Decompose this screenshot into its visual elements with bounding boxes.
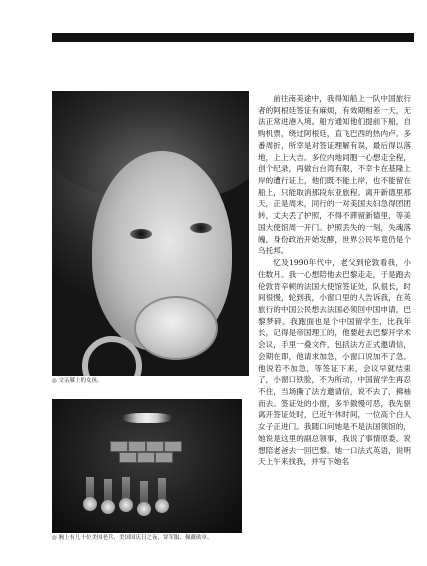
ribbon bbox=[155, 452, 173, 463]
medal-strap bbox=[158, 478, 166, 500]
pacifier bbox=[134, 296, 218, 360]
ribbon bbox=[137, 452, 155, 463]
medal-strap bbox=[104, 479, 112, 501]
photo2-caption: ◎ 胸上有几十位美国老兵，美国国庆日之夜，穿军服、佩戴勋章。 bbox=[52, 535, 213, 541]
header-rule bbox=[52, 33, 414, 42]
medal-strap bbox=[86, 477, 94, 499]
medal-strap bbox=[122, 477, 130, 499]
ribbon bbox=[110, 441, 128, 452]
medal bbox=[155, 499, 169, 513]
medal bbox=[137, 502, 151, 516]
girl-with-pacifier-photo bbox=[52, 91, 249, 376]
medal bbox=[101, 500, 115, 514]
ribbon bbox=[146, 441, 164, 452]
wings-badge bbox=[122, 413, 172, 423]
article-paragraph: 前往南美途中，我得知船上一队中国旅行者的阿根廷签证有麻烦，有效期相差一天，无法正常进港入境。船方通知他们提前下船，自购机票，绕过阿根廷，直飞巴西的热内卢。多番周折，所幸是对签证理解有误，最后得以落地，上上大吉。多位内地同胞一心想走全程，创个纪录，再做台台湾有限，不幸卡在基隆上岸的遭行证上，他们既不能上岸，也不能留在船上，只能取消那段东亚旅程。离开新德里那天，正是周末，同行的一对美国夫妇急得团团转，丈夫丢了护照，不得不滞留新德里，等美国大使馆周一开门。护照丢失的一刻，失魂落魄，身份政治开始发酵，世界公民毕竟仍是个乌托邦。 bbox=[258, 94, 411, 256]
ribbon-rack bbox=[110, 441, 182, 475]
article-paragraph: 忆及1990年代中，老父到伦敦看我，小住数月。我一心想陪他去巴黎走走，于是跑去伦敦肯辛顿的法国大使馆签证处，队很长，时间很慢，轮到我，小窗口里的人告诉我，在英旅行的中国公民想去法国必须回中国申请，巴黎梦碎。我跑面也是个中国留学生，比我年长，记得是帝国理工的，他要赶去巴黎开学术会议，手里一叠文件，包括法方正式邀请信，会期在即，他请求加急，小窗口说加不了急。他说若不加急，等签证下来，会议早就结束了，小窗口铁脸，不为所动，中国留学生再忍不住，当场撕了法方邀请信，说不去了，拂袖而去。签证处的小窗，多半傲慢可恶，我先驱离开签证处时，已近午休时间，一位高个白人女子正进门。我随口问她是不是法国领馆的，她说是这里的副总领事，我说了事情原委，说想陪老爸去一回巴黎。她一口法式英语，说明天上午来找我，并写下她名 bbox=[258, 258, 411, 467]
medal bbox=[119, 498, 133, 512]
ribbon bbox=[119, 452, 137, 463]
medal-strap bbox=[140, 481, 148, 503]
veteran-medals-photo bbox=[52, 399, 242, 533]
ribbon bbox=[128, 441, 146, 452]
article-body bbox=[258, 93, 411, 468]
ribbon bbox=[164, 441, 182, 452]
medal bbox=[83, 497, 97, 511]
photo-eye-left bbox=[130, 229, 152, 239]
photo-eye-right bbox=[190, 223, 212, 233]
photo1-caption: ◎ 父亲膝上的女孩。 bbox=[52, 378, 103, 384]
